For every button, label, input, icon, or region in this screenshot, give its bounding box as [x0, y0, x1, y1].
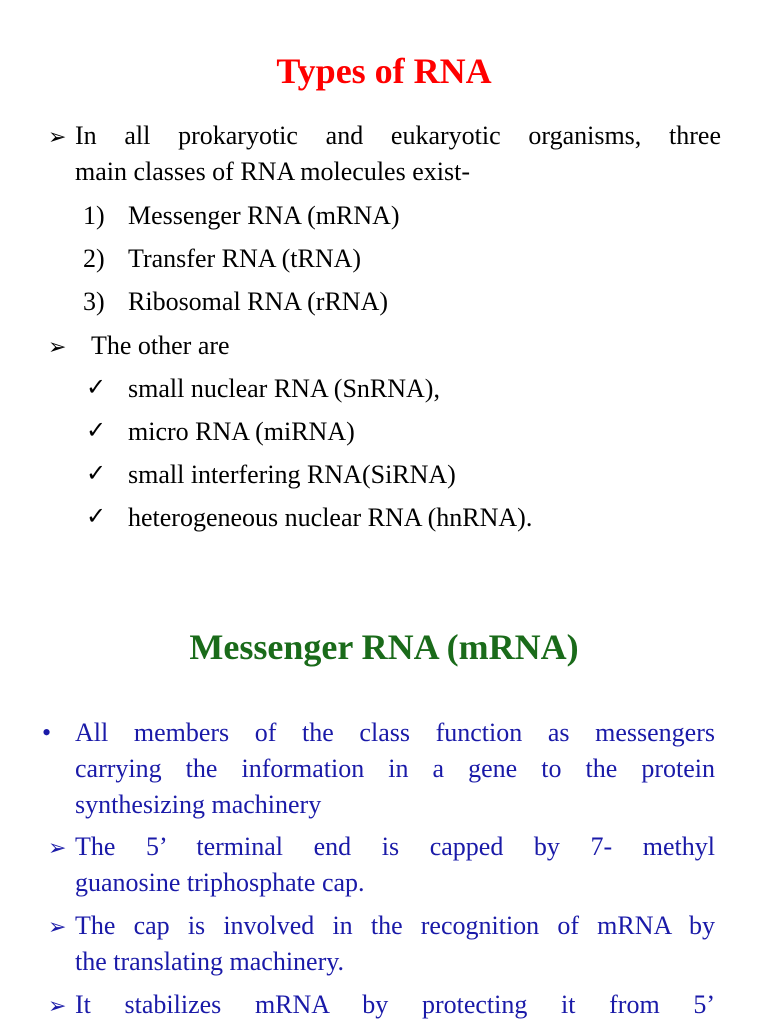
intro-text-line-1: In all prokaryotic and eukaryotic organisms, three: [75, 121, 721, 150]
list-item-trna: Transfer RNA (tRNA): [128, 244, 362, 273]
point3-line-1: The cap is involved in the recognition of mRNA by: [75, 911, 715, 940]
arrow-bullet-icon: ➢: [48, 835, 67, 860]
list-number-1: 1): [83, 201, 105, 230]
list-item-hnrna: heterogeneous nuclear RNA (hnRNA).: [128, 503, 533, 532]
point4-line-1: It stabilizes mRNA by protecting it from 5’: [75, 990, 715, 1019]
checkmark-icon: ✓: [86, 461, 107, 487]
point3-line-2: the translating machinery.: [75, 947, 345, 976]
bullet1-line-2: carrying the information in a gene to the protein: [75, 754, 715, 783]
list-item-mrna: Messenger RNA (mRNA): [128, 201, 400, 230]
list-item-mirna: micro RNA (miRNA): [128, 417, 355, 446]
point2-line-1: The 5’ terminal end is capped by 7- methyl: [75, 832, 715, 861]
section-title-messenger-rna: Messenger RNA (mRNA): [189, 627, 579, 667]
other-heading: The other are: [91, 331, 230, 360]
dot-bullet-icon: •: [42, 718, 52, 747]
intro-text-line-2: main classes of RNA molecules exist-: [75, 157, 470, 186]
bullet1-line-1: All members of the class function as messengers: [75, 718, 715, 747]
list-number-3: 3): [83, 287, 105, 316]
list-item-sirna: small interfering RNA(SiRNA): [128, 460, 456, 489]
bullet1-line-3: synthesizing machinery: [75, 790, 322, 819]
checkmark-icon: ✓: [86, 418, 107, 444]
point2-line-2: guanosine triphosphate cap.: [75, 868, 365, 897]
list-item-snrna: small nuclear RNA (SnRNA),: [128, 374, 440, 403]
checkmark-icon: ✓: [86, 375, 107, 401]
arrow-bullet-icon: ➢: [48, 914, 67, 939]
page-title-types-of-rna: Types of RNA: [276, 51, 492, 91]
checkmark-icon: ✓: [86, 504, 107, 530]
arrow-bullet-icon: ➢: [48, 124, 67, 149]
list-item-rrna: Ribosomal RNA (rRNA): [128, 287, 388, 316]
arrow-bullet-icon: ➢: [48, 993, 67, 1018]
list-number-2: 2): [83, 244, 105, 273]
arrow-bullet-icon: ➢: [48, 334, 67, 359]
